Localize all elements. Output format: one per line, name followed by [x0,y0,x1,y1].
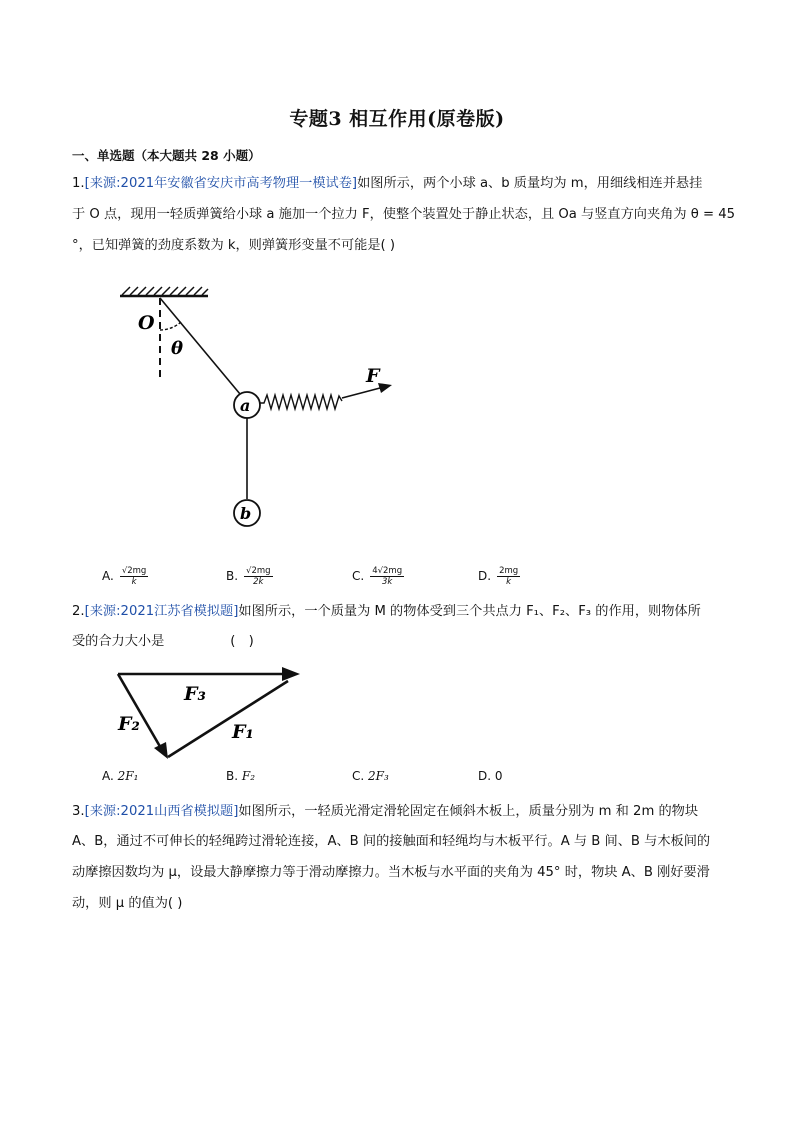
label-f3: F₃ [184,683,206,705]
vector-f2 [118,674,162,750]
ceiling-hatch [122,287,208,295]
q1-option-a[interactable]: A. $\frac{√2mg}{k}$ [102,566,147,587]
q3-source: [来源:2021山西省模拟题] [84,804,239,819]
q1-number: 1. [72,176,85,191]
q1-source: [来源:2021年安徽省安庆市高考物理一模试卷] [84,176,358,191]
q2-figure [108,662,308,764]
page-title: 专题3 相互作用(原卷版) [289,108,505,130]
q2-line-1 [72,603,701,621]
q2-text-1: 如图所示，一个质量为 M 的物体受到三个共点力 F₁、F₂、F₃ 的作用，则物体所 [238,604,701,619]
q1-line-2: 于 O 点，现用一轻质弹簧给小球 a 施加一个拉力 F，使整个装置处于静止状态，且 Oa 与竖直方向夹角为 θ = 45 [72,207,736,222]
q2-option-a[interactable]: A. 2F₁ [102,769,139,783]
q2-option-b[interactable]: B. F₂ [226,769,256,783]
q2-option-d[interactable]: D. 0 [478,769,503,783]
q3-line-4: 动，则 μ 的值为( ) [72,896,183,911]
q1-figure [108,284,408,534]
q1-option-c[interactable]: C. $\frac{4√2mg}{3k}$ [352,566,403,587]
q1-line-3: °，已知弹簧的劲度系数为 k，则弹簧形变量不可能是( ) [72,238,396,253]
q1-option-c-fraction: $\frac{4√2mg}{3k}$ [372,566,403,587]
q2-option-c[interactable]: C. 2F₃ [352,769,389,783]
q1-option-b[interactable]: B. $\frac{√2mg}{2k}$ [226,566,271,587]
q1-option-a-fraction: $\frac{√2mg}{k}$ [121,566,147,587]
label-theta: θ [171,338,184,359]
vector-f2-arrowhead [154,742,168,759]
q1-option-d[interactable]: D. $\frac{2mg}{k}$ [478,566,519,587]
label-o: O [138,312,155,334]
q2-number: 2. [72,604,85,619]
q3-text-1: 如图所示，一轻质光滑定滑轮固定在倾斜木板上，质量分别为 m 和 2m 的物块 [238,804,699,819]
force-arrowhead [378,383,392,393]
q3-number: 3. [72,804,85,819]
spring [260,395,342,409]
label-a: a [240,396,251,415]
q3-line-2: A、B，通过不可伸长的轻绳跨过滑轮连接，A、B 间的接触面和轻绳均与木板平行。A 与 B 间、B 与木板间的 [72,834,711,849]
q2-source: [来源:2021江苏省模拟题] [84,604,239,619]
label-b: b [240,504,252,523]
label-f: F [366,365,380,387]
vector-f3-arrowhead [282,667,300,681]
label-f1: F₁ [232,721,254,743]
q1-line-1 [72,175,702,193]
section-heading: 一、单选题（本大题共 28 小题） [72,148,261,163]
q1-option-b-fraction: $\frac{√2mg}{2k}$ [246,566,271,587]
q3-line-1 [72,803,698,821]
q1-text-1: 如图所示，两个小球 a、b 质量均为 m，用细线相连并悬挂 [357,176,703,191]
q1-option-d-fraction: $\frac{2mg}{k}$ [499,566,519,587]
label-f2: F₂ [118,713,140,735]
q2-line-2: 受的合力大小是 ( ) [72,634,254,649]
force-arrow-shaft [342,388,380,398]
theta-arc [160,322,181,330]
q3-line-3: 动摩擦因数均为 μ，设最大静摩擦力等于滑动摩擦力。当木板与水平面的夹角为 45° 时，物块 A、B 刚好要滑 [72,865,710,880]
